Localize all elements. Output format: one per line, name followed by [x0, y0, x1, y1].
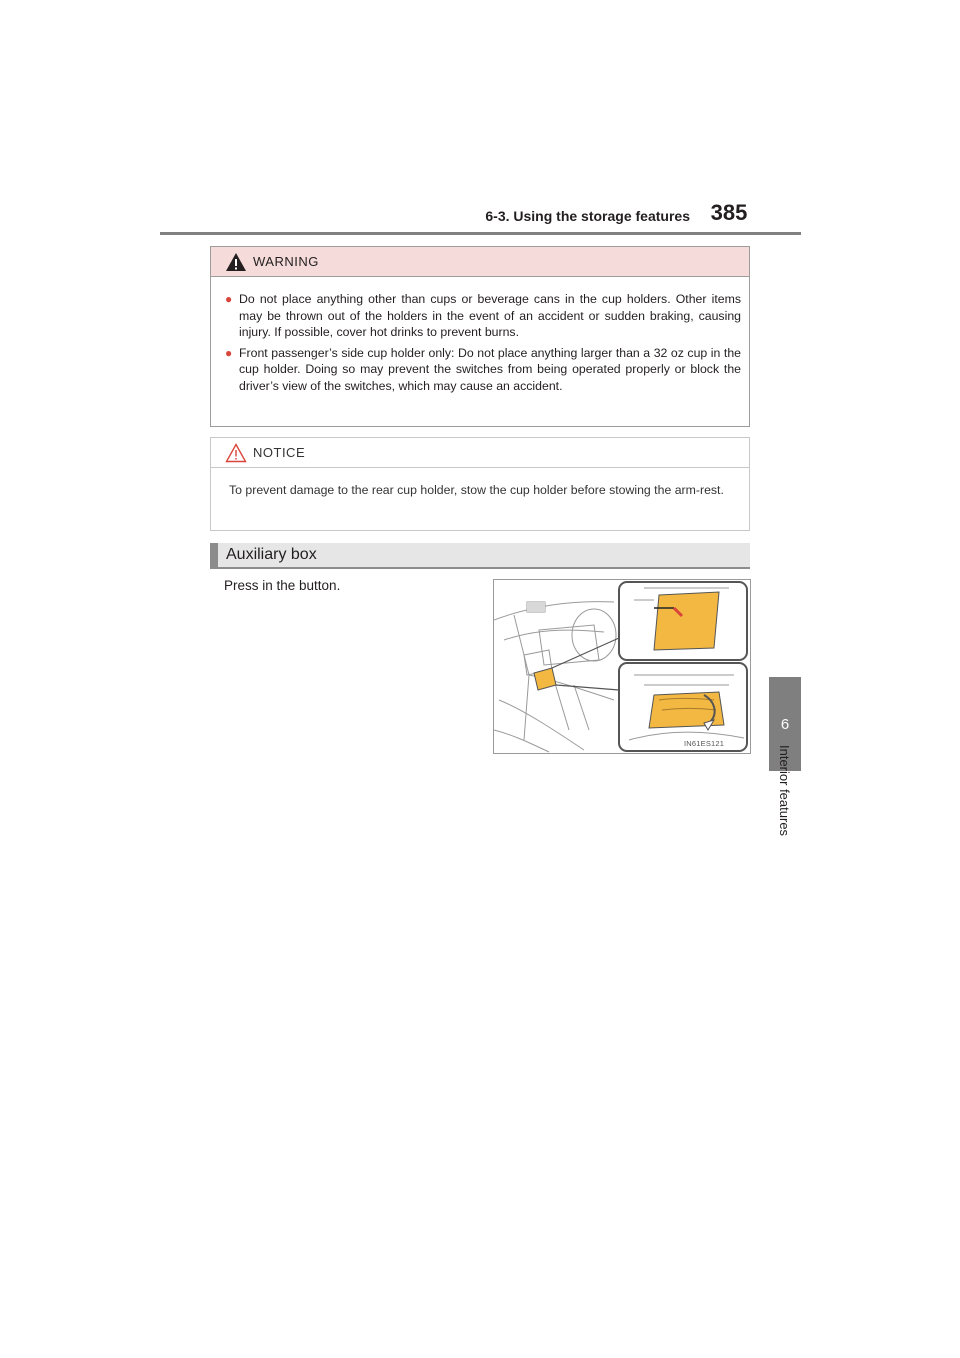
- warning-item: [225, 291, 741, 341]
- page-number: 385: [710, 200, 748, 225]
- warning-title: WARNING: [253, 254, 319, 269]
- bullet-icon: ●: [225, 345, 233, 360]
- instruction-text: Press in the button.: [224, 578, 341, 593]
- figure-code: IN61ES121: [684, 739, 725, 748]
- warning-box: [210, 246, 750, 427]
- auxiliary-box-figure: [493, 579, 751, 754]
- warning-item-text: Front passenger’s side cup holder only: Do not place anything larger than a 32 oz cup in the cup holder. Doing so may prevent the switches from being operated properly or block the driver’s view of the switches, which may cause an accident.: [239, 345, 741, 393]
- notice-box: [210, 437, 750, 531]
- header-divider: [160, 232, 801, 235]
- notice-header: [211, 438, 749, 468]
- chapter-number: 6: [780, 715, 790, 733]
- section-heading: [210, 543, 750, 569]
- warning-triangle-icon: [225, 252, 247, 272]
- warning-item-text: Do not place anything other than cups or beverage cans in the cup holders. Other items may be thrown out of the holders in the event of an accident or sudden braking, causing injury. If possible, cover hot drinks to prevent burns.: [239, 292, 741, 339]
- notice-text: To prevent damage to the rear cup holder, stow the cup holder before stowing the arm-rest.: [229, 483, 724, 497]
- chapter-label: Interior features: [777, 745, 792, 837]
- section-title: 6-3. Using the storage features: [485, 208, 690, 224]
- notice-triangle-icon: [225, 443, 247, 463]
- auxiliary-box-illustration-icon: [494, 580, 750, 753]
- bullet-icon: ●: [225, 292, 233, 306]
- warning-item: [225, 345, 741, 395]
- warning-header: [211, 247, 749, 277]
- warning-body: [211, 277, 749, 394]
- notice-title: NOTICE: [253, 445, 306, 460]
- section-heading-text: Auxiliary box: [226, 546, 317, 563]
